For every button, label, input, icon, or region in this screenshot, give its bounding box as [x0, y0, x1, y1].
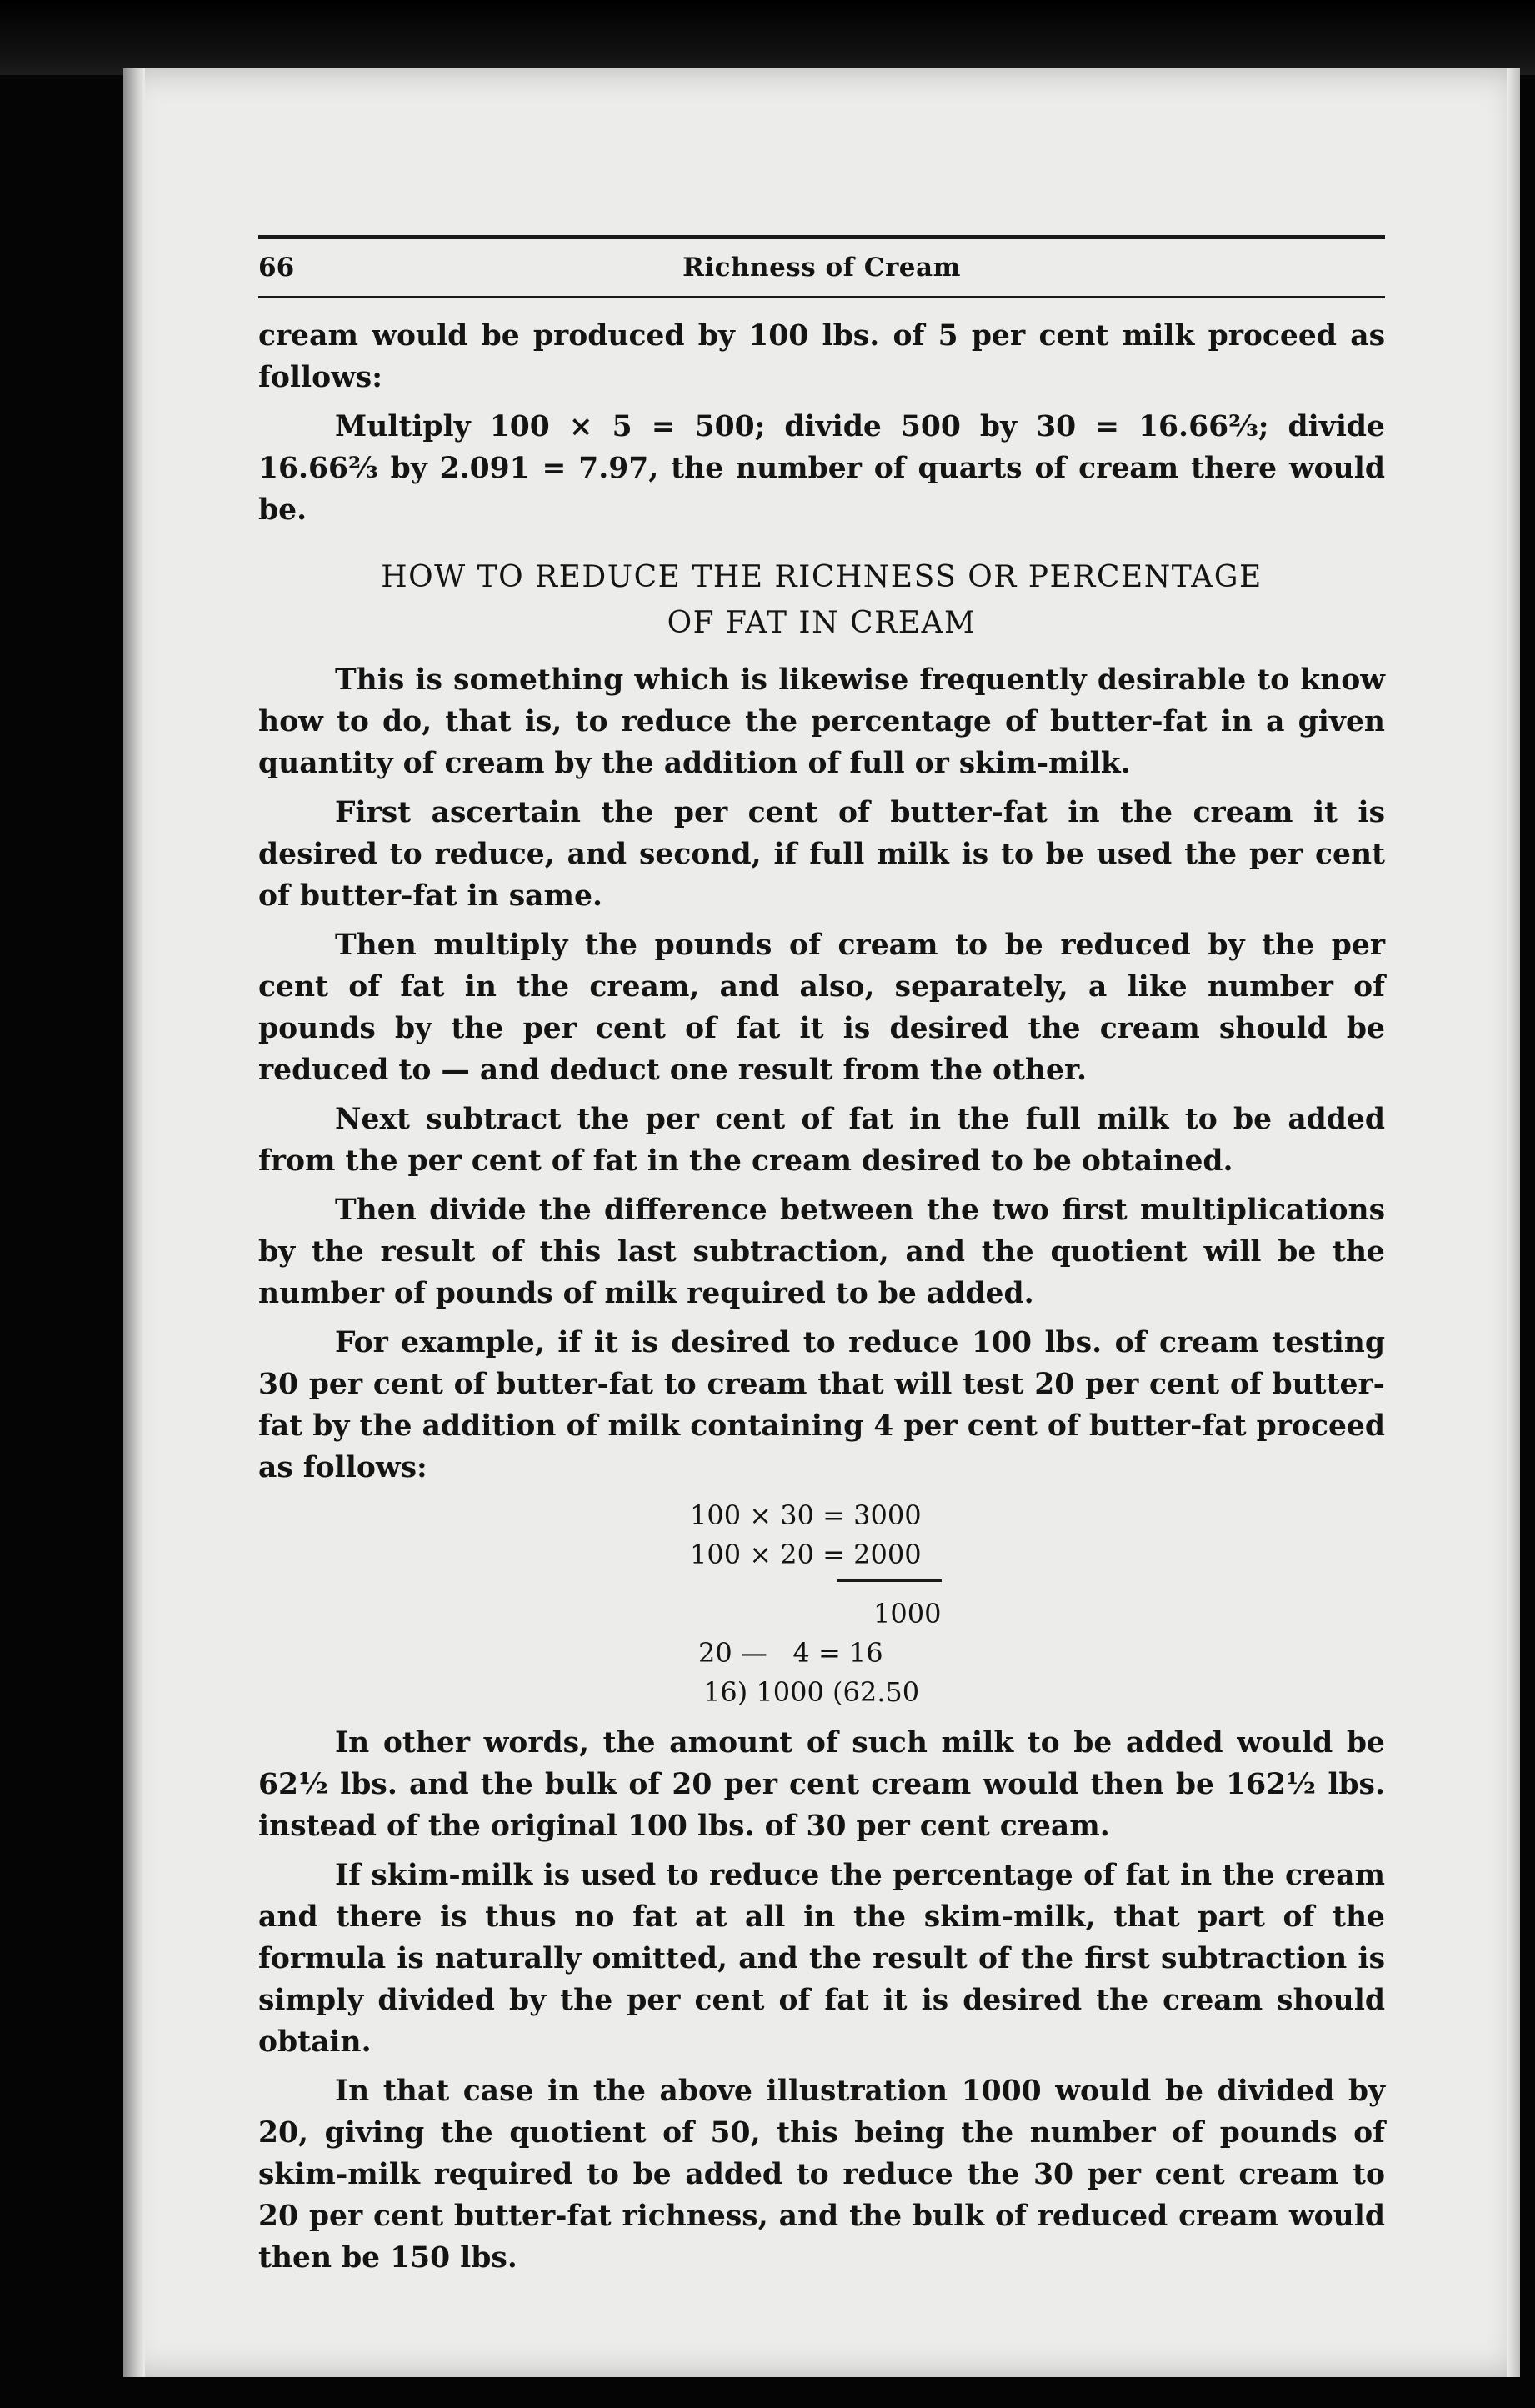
page-edge-shadow: [1507, 68, 1520, 2377]
calc-line-5: 16) 1000 (62.50: [703, 1676, 920, 1708]
scan-background-top: [0, 0, 1535, 75]
example-paragraph: Multiply 100 × 5 = 500; divide 500 by 30 = 16.66⅔; divide 16.66⅔ by 2.091 = 7.97, the number of quarts of cream there would be.: [258, 410, 1385, 527]
page-number: 66: [258, 253, 295, 283]
page-content: [258, 235, 1385, 2286]
body-paragraph: Next subtract the per cent of fat in the full milk to be added from the per cent of fat in the cream desired to be obtained.: [258, 1103, 1385, 1178]
calc-line-2: 100 × 20 = 2000: [690, 1539, 922, 1570]
body-paragraph: Then divide the difference between the two first multiplications by the result of this last subtraction, and the quotient will be the number of pounds of milk required to be added.: [258, 1194, 1385, 1310]
continued-paragraph: cream would be produced by 100 lbs. of 5 per cent milk proceed as follows:: [258, 319, 1385, 394]
section-heading-line2: OF FAT IN CREAM: [667, 606, 977, 640]
body-paragraph: First ascertain the per cent of butter-fat in the cream it is desired to reduce, and second, if full milk is to be used the per cent of butter-fat in same.: [258, 796, 1385, 913]
page-binding-shadow: [123, 68, 145, 2377]
calc-line-1: 100 × 30 = 3000: [690, 1499, 922, 1531]
section-heading: [258, 554, 1385, 646]
running-title: Richness of Cream: [682, 253, 961, 283]
body-paragraph: This is something which is likewise frequently desirable to know how to do, that is, to reduce the percentage of butter-fat in a given quantity of cream by the addition of full or skim-milk.: [258, 663, 1385, 780]
body-paragraph: In other words, the amount of such milk to be added would be 62½ lbs. and the bulk of 20 per cent cream would then be 162½ lbs. instead of the original 100 lbs. of 30 per cent cream.: [258, 1726, 1385, 1843]
section-heading-line1: HOW TO REDUCE THE RICHNESS OR PERCENTAGE: [381, 560, 1262, 594]
body-paragraph: For example, if it is desired to reduce 100 lbs. of cream testing 30 per cent of butter-fat to cream that will test 20 per cent of butter-fat by the addition of milk containing 4 per cent of butter-fat proceed as follows:: [258, 1326, 1385, 1484]
calculation-block: [258, 1496, 1385, 1712]
calc-underline: [837, 1579, 942, 1582]
body-paragraph: If skim-milk is used to reduce the percentage of fat in the cream and there is thus no fat at all in the skim-milk, that part of the formula is naturally omitted, and the result of the first subtraction is simply divided by the per cent of fat it is desired the cream should obtain.: [258, 1859, 1385, 2059]
calc-line-4: 20 — 4 = 16: [698, 1637, 883, 1669]
calc-line-3: 1000: [873, 1598, 942, 1630]
body-paragraph: In that case in the above illustration 1000 would be divided by 20, giving the quotient of 50, this being the number of pounds of skim-milk required to be added to reduce the 30 per cent cream to 20 per cent butter-fat richness, and the bulk of reduced cream would then be 150 lbs.: [258, 2075, 1385, 2275]
header-rule-bottom: [258, 296, 1385, 298]
running-head: [258, 239, 1385, 296]
body-paragraph: Then multiply the pounds of cream to be reduced by the per cent of fat in the cream, and also, separately, a like number of pounds by the per cent of fat it is desired the cream should be reduced to — and deduct one result from the other.: [258, 929, 1385, 1087]
book-page: [123, 68, 1520, 2377]
